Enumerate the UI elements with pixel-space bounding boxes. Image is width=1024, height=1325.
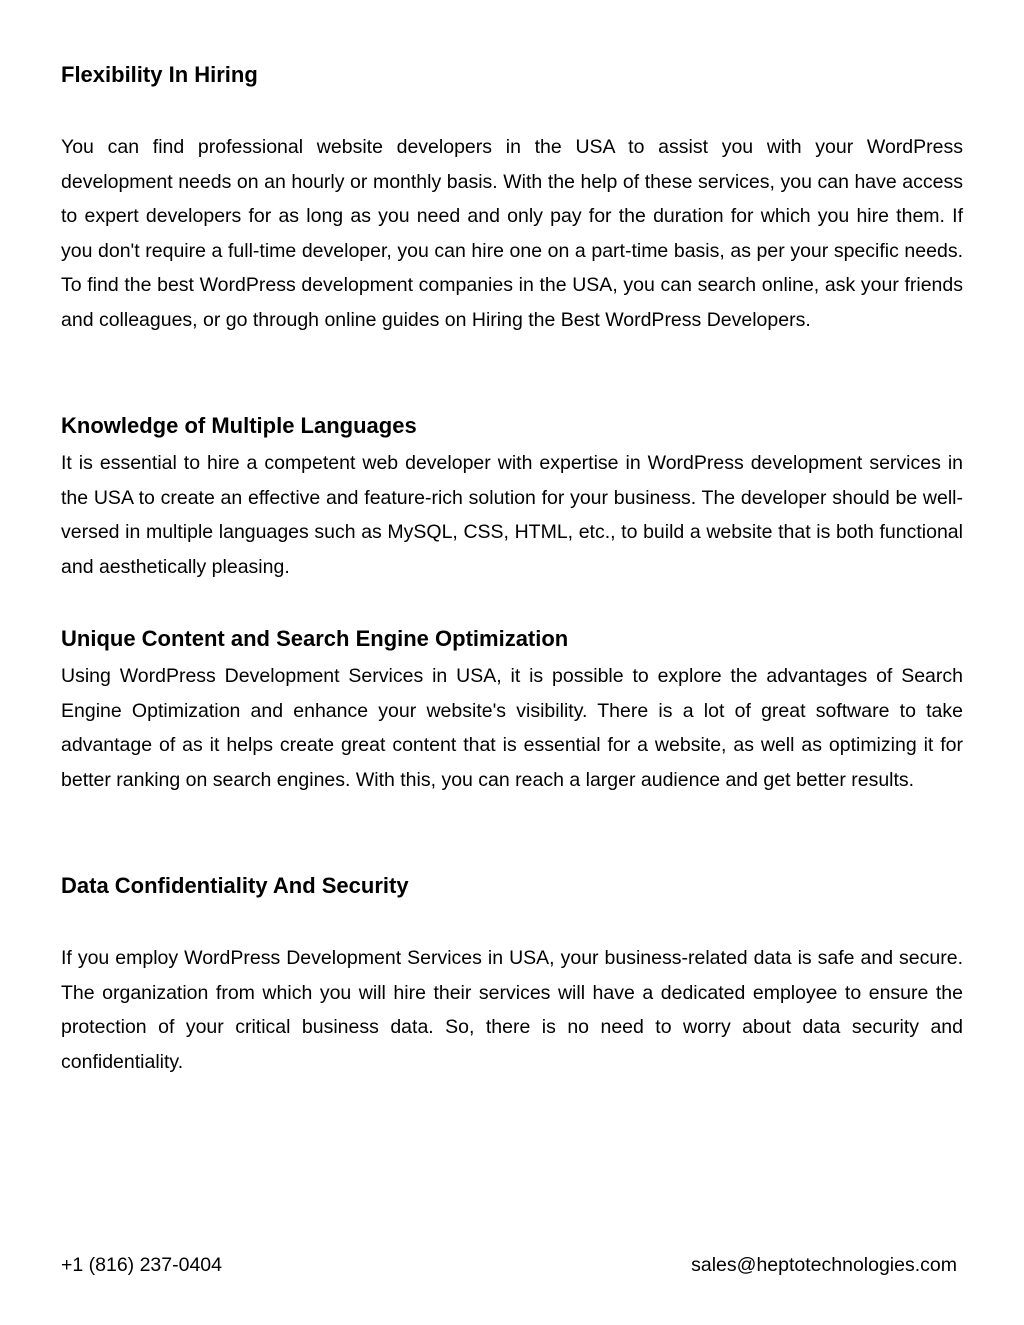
section-title-multiple-languages: Knowledge of Multiple Languages — [61, 413, 417, 438]
section-body-data-security: If you employ WordPress Development Services in USA, your business-related data is safe and secure. The organization from which you will hire their services will have a dedicated employee to ensure the protection of your critical business data. So, there is no need to worry about data security and confidentiality. — [61, 947, 963, 1073]
section-title-flexibility-in-hiring: Flexibility In Hiring — [61, 62, 258, 87]
section-body-flexibility-in-hiring: You can find professional website developers in the USA to assist you with your WordPress development needs on an hourly or monthly basis. With the help of these services, you can have access to expert developers for as long as you need and only pay for the duration for which you hire them. If you don't require a full-time developer, you can hire one on a part-time basis, as per your specific needs. To find the best WordPress development companies in the USA, you can search online, ask your friends and colleagues, or go through online guides on Hiring the Best WordPress Developers. — [61, 136, 963, 331]
section-title-content-seo: Unique Content and Search Engine Optimization — [61, 626, 569, 651]
section-body-content-seo: Using WordPress Development Services in USA, it is possible to explore the advantages of Search Engine Optimization and enhance your website's visibility. There is a lot of great software to take advantage of as it helps create great content that is essential for a website, as well as optimizing it for better ranking on search engines. With this, you can reach a larger audience and get better results. — [61, 665, 963, 791]
footer-email: sales@heptotechnologies.com — [691, 1254, 957, 1276]
section-body-multiple-languages: It is essential to hire a competent web developer with expertise in WordPress development services in the USA to create an effective and feature-rich solution for your business. The developer should be well-versed in multiple languages such as MySQL, CSS, HTML, etc., to build a website that is both functional and aesthetically pleasing. — [61, 452, 963, 578]
footer-phone: +1 (816) 237-0404 — [61, 1254, 222, 1276]
section-title-data-security: Data Confidentiality And Security — [61, 873, 409, 898]
